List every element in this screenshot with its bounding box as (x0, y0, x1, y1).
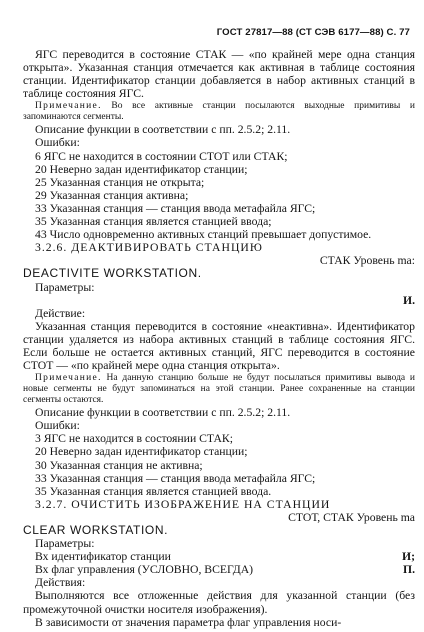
action-label: Действия: (35, 576, 86, 590)
note-text: На данную станцию больше не будут посылаться примитивы вывода и новые сегменты не будут запоминаться на этой станции. Ранее сохраненные на станции сегменты остаются. (23, 373, 416, 406)
section-title-deactivate: 3.2.6. ДЕАКТИВИРОВАТЬ СТАНЦИЮ (35, 241, 263, 255)
document-body (23, 48, 415, 629)
errors-label: Ошибки: (35, 419, 80, 433)
paragraph-deactivate-result: Указанная станция переводится в состояние «неактивна». Идентификатор станции удаляется из набора активных станций в таблице состояния ЯГС. Если больше не остается активных станций, ЯГС переводится в состояние СТОТ — «по крайней мере одна станция открыта». (23, 319, 415, 373)
error-item: 43 Число одновременно активных станций превышает допустимое. (35, 228, 372, 242)
function-description: Описание функции в соответствии с пп. 2.5.2; 2.11. (35, 406, 291, 420)
param-type-mark: И; (402, 550, 415, 564)
note-deactivate (23, 373, 415, 406)
param-label: Вх флаг управления (УСЛОВНО, ВСЕГДА) (35, 563, 254, 577)
section-level-clear: СТОТ, СТАК Уровень ma (288, 510, 415, 524)
function-description: Описание функции в соответствии с пп. 2.5.2; 2.11. (35, 123, 291, 137)
error-item: 35 Указанная станция является станцией ввода; (35, 215, 272, 229)
param-row (23, 550, 415, 563)
english-function-name: CLEAR WORKSTATION. (23, 523, 169, 537)
note-activate (23, 101, 415, 123)
note-label: Примечание. (35, 101, 102, 112)
error-item: 20 Неверно задан идентификатор станции; (35, 162, 248, 176)
errors-label: Ошибки: (35, 136, 80, 150)
paragraph-clear-continuation: В зависимости от значения параметра флаг управления носи- (35, 615, 342, 629)
error-item: 3 ЯГС не находится в состоянии СТАК; (35, 432, 233, 446)
paragraph-activate-result: ЯГС переводится в состояние СТАК — «по крайней мере одна станция открыта». Указанная станция отмечается как активная в таблице состояния станции. Идентификатор станции добавляется в набор активных станций в таблице состояния ЯГС. (23, 48, 415, 101)
params-label: Параметры: (35, 537, 95, 551)
page-header: ГОСТ 27817—88 (СТ СЭВ 6177—88) С. 77 (216, 27, 410, 38)
error-item: 6 ЯГС не находится в состоянии СТОТ или СТАК; (35, 149, 288, 163)
param-label: Вх идентификатор станции (35, 550, 171, 564)
section-level-deactivate: СТАК Уровень ma: (319, 254, 415, 268)
action-label: Действие: (35, 306, 86, 320)
error-item: 35 Указанная станция является станцией ввода. (35, 484, 272, 498)
error-item: 20 Неверно задан идентификатор станции; (35, 445, 248, 459)
error-item: 25 Указанная станция не открыта; (35, 175, 205, 189)
params-label: Параметры: (35, 280, 95, 294)
error-item: 33 Указанная станция — станция ввода метафайла ЯГС; (35, 471, 316, 485)
error-item: 30 Указанная станция не активна; (35, 458, 203, 472)
paragraph-clear-result: Выполняются все отложенные действия для указанной станции (без промежуточной очистки носителя изображения). (23, 589, 415, 616)
note-label: Примечание. (35, 373, 102, 384)
param-type-mark: И. (402, 293, 415, 307)
error-item: 33 Указанная станция — станция ввода метафайла ЯГС; (35, 201, 316, 215)
param-type-mark: П. (402, 563, 415, 577)
english-function-name: DEACTIVITE WORKSTATION. (23, 266, 202, 281)
param-row (23, 563, 415, 576)
note-text: Во все активные станции посылаются выходные примитивы и запоминаются сегменты. (23, 101, 415, 123)
section-title-clear: 3.2.7. ОЧИСТИТЬ ИЗОБРАЖЕНИЕ НА СТАНЦИИ (35, 497, 331, 511)
error-item: 29 Указанная станция активна; (35, 188, 189, 202)
